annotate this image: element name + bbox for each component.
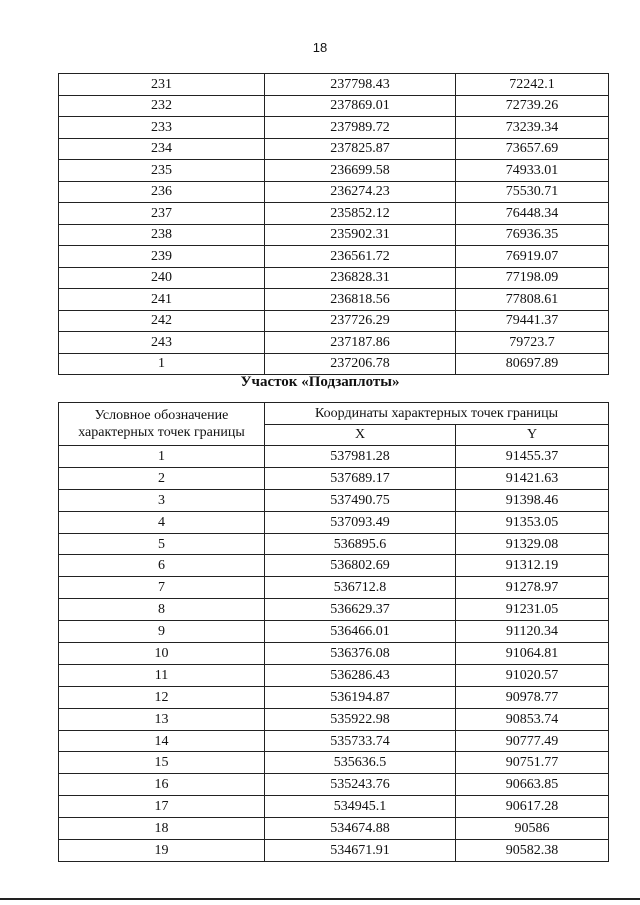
point-number-cell: 8 (59, 599, 265, 621)
header-x-label: X (265, 424, 456, 446)
table-row (59, 246, 609, 268)
table-row (59, 289, 609, 311)
page-number: 18 (312, 40, 328, 55)
y-coordinate-cell: 91120.34 (456, 621, 609, 643)
y-coordinate-cell: 76448.34 (456, 203, 609, 225)
table-row (59, 224, 609, 246)
y-coordinate-cell: 91455.37 (456, 446, 609, 468)
x-coordinate-cell: 535243.76 (265, 774, 456, 796)
x-coordinate-cell: 235902.31 (265, 224, 456, 246)
x-coordinate-cell: 536194.87 (265, 686, 456, 708)
point-number-cell: 235 (59, 160, 265, 182)
x-coordinate-cell: 237825.87 (265, 138, 456, 160)
x-coordinate-cell: 535922.98 (265, 708, 456, 730)
header-coords-label: Координаты характерных точек границы (265, 403, 609, 425)
table-row (59, 686, 609, 708)
y-coordinate-cell: 76919.07 (456, 246, 609, 268)
table-row (59, 555, 609, 577)
point-number-cell: 6 (59, 555, 265, 577)
x-coordinate-cell: 535636.5 (265, 752, 456, 774)
x-coordinate-cell: 237989.72 (265, 117, 456, 139)
x-coordinate-cell: 536286.43 (265, 664, 456, 686)
x-coordinate-cell: 537689.17 (265, 467, 456, 489)
y-coordinate-cell: 90663.85 (456, 774, 609, 796)
y-coordinate-cell: 90978.77 (456, 686, 609, 708)
point-number-cell: 240 (59, 267, 265, 289)
point-number-cell: 233 (59, 117, 265, 139)
y-coordinate-cell: 77808.61 (456, 289, 609, 311)
x-coordinate-cell: 237869.01 (265, 95, 456, 117)
y-coordinate-cell: 79441.37 (456, 310, 609, 332)
x-coordinate-cell: 236818.56 (265, 289, 456, 311)
point-number-cell: 19 (59, 840, 265, 862)
y-coordinate-cell: 74933.01 (456, 160, 609, 182)
point-number-cell: 237 (59, 203, 265, 225)
table-row (59, 752, 609, 774)
x-coordinate-cell: 535733.74 (265, 730, 456, 752)
point-number-cell: 1 (59, 353, 265, 375)
coordinates-table-podzaploty (58, 402, 609, 862)
y-coordinate-cell: 77198.09 (456, 267, 609, 289)
table-row (59, 643, 609, 665)
x-coordinate-cell: 536376.08 (265, 643, 456, 665)
x-coordinate-cell: 536895.6 (265, 533, 456, 555)
x-coordinate-cell: 536466.01 (265, 621, 456, 643)
table-row (59, 489, 609, 511)
y-coordinate-cell: 91329.08 (456, 533, 609, 555)
point-number-cell: 234 (59, 138, 265, 160)
table-row (59, 818, 609, 840)
x-coordinate-cell: 237798.43 (265, 74, 456, 96)
point-number-cell: 14 (59, 730, 265, 752)
point-number-cell: 5 (59, 533, 265, 555)
y-coordinate-cell: 72739.26 (456, 95, 609, 117)
table-row (59, 332, 609, 354)
point-number-cell: 18 (59, 818, 265, 840)
table-row (59, 467, 609, 489)
point-number-cell: 241 (59, 289, 265, 311)
table-row (59, 267, 609, 289)
y-coordinate-cell: 73657.69 (456, 138, 609, 160)
table-row (59, 95, 609, 117)
x-coordinate-cell: 537981.28 (265, 446, 456, 468)
header-point-label: Условное обозначение характерных точек границы (59, 403, 265, 446)
point-number-cell: 231 (59, 74, 265, 96)
table-row (59, 446, 609, 468)
point-number-cell: 17 (59, 796, 265, 818)
point-number-cell: 3 (59, 489, 265, 511)
point-number-cell: 2 (59, 467, 265, 489)
x-coordinate-cell: 237726.29 (265, 310, 456, 332)
point-number-cell: 232 (59, 95, 265, 117)
point-number-cell: 4 (59, 511, 265, 533)
table-row (59, 117, 609, 139)
table-row (59, 621, 609, 643)
x-coordinate-cell: 237187.86 (265, 332, 456, 354)
y-coordinate-cell: 90582.38 (456, 840, 609, 862)
point-number-cell: 239 (59, 246, 265, 268)
point-number-cell: 9 (59, 621, 265, 643)
y-coordinate-cell: 91398.46 (456, 489, 609, 511)
table-row (59, 160, 609, 182)
y-coordinate-cell: 91064.81 (456, 643, 609, 665)
table-row (59, 511, 609, 533)
point-number-cell: 11 (59, 664, 265, 686)
table-row (59, 774, 609, 796)
x-coordinate-cell: 534671.91 (265, 840, 456, 862)
table-row (59, 708, 609, 730)
table-row (59, 138, 609, 160)
x-coordinate-cell: 534945.1 (265, 796, 456, 818)
y-coordinate-cell: 79723.7 (456, 332, 609, 354)
y-coordinate-cell: 90586 (456, 818, 609, 840)
y-coordinate-cell: 91231.05 (456, 599, 609, 621)
y-coordinate-cell: 90617.28 (456, 796, 609, 818)
table-row (59, 730, 609, 752)
table-row (59, 840, 609, 862)
point-number-cell: 236 (59, 181, 265, 203)
x-coordinate-cell: 536802.69 (265, 555, 456, 577)
x-coordinate-cell: 235852.12 (265, 203, 456, 225)
table-row (59, 664, 609, 686)
x-coordinate-cell: 534674.88 (265, 818, 456, 840)
y-coordinate-cell: 91278.97 (456, 577, 609, 599)
x-coordinate-cell: 236561.72 (265, 246, 456, 268)
table-row (59, 533, 609, 555)
point-number-cell: 12 (59, 686, 265, 708)
y-coordinate-cell: 90751.77 (456, 752, 609, 774)
point-number-cell: 1 (59, 446, 265, 468)
table-row (59, 599, 609, 621)
y-coordinate-cell: 91020.57 (456, 664, 609, 686)
point-number-cell: 243 (59, 332, 265, 354)
header-y-label: Y (456, 424, 609, 446)
table-row (59, 203, 609, 225)
x-coordinate-cell: 536712.8 (265, 577, 456, 599)
x-coordinate-cell: 537490.75 (265, 489, 456, 511)
x-coordinate-cell: 236274.23 (265, 181, 456, 203)
table-row (59, 310, 609, 332)
table-row (59, 577, 609, 599)
point-number-cell: 7 (59, 577, 265, 599)
x-coordinate-cell: 537093.49 (265, 511, 456, 533)
point-number-cell: 16 (59, 774, 265, 796)
y-coordinate-cell: 91353.05 (456, 511, 609, 533)
bottom-edge-line (0, 898, 640, 900)
y-coordinate-cell: 90853.74 (456, 708, 609, 730)
y-coordinate-cell: 90777.49 (456, 730, 609, 752)
y-coordinate-cell: 75530.71 (456, 181, 609, 203)
x-coordinate-cell: 236828.31 (265, 267, 456, 289)
y-coordinate-cell: 91421.63 (456, 467, 609, 489)
table-row (59, 353, 609, 375)
point-number-cell: 238 (59, 224, 265, 246)
point-number-cell: 242 (59, 310, 265, 332)
y-coordinate-cell: 91312.19 (456, 555, 609, 577)
point-number-cell: 13 (59, 708, 265, 730)
table-row (59, 796, 609, 818)
y-coordinate-cell: 73239.34 (456, 117, 609, 139)
y-coordinate-cell: 80697.89 (456, 353, 609, 375)
y-coordinate-cell: 76936.35 (456, 224, 609, 246)
table-row (59, 181, 609, 203)
x-coordinate-cell: 237206.78 (265, 353, 456, 375)
section-title: Участок «Подзаплоты» (240, 374, 400, 390)
point-number-cell: 15 (59, 752, 265, 774)
point-number-cell: 10 (59, 643, 265, 665)
x-coordinate-cell: 536629.37 (265, 599, 456, 621)
y-coordinate-cell: 72242.1 (456, 74, 609, 96)
x-coordinate-cell: 236699.58 (265, 160, 456, 182)
coordinates-table-continued (58, 73, 609, 375)
table-row (59, 74, 609, 96)
